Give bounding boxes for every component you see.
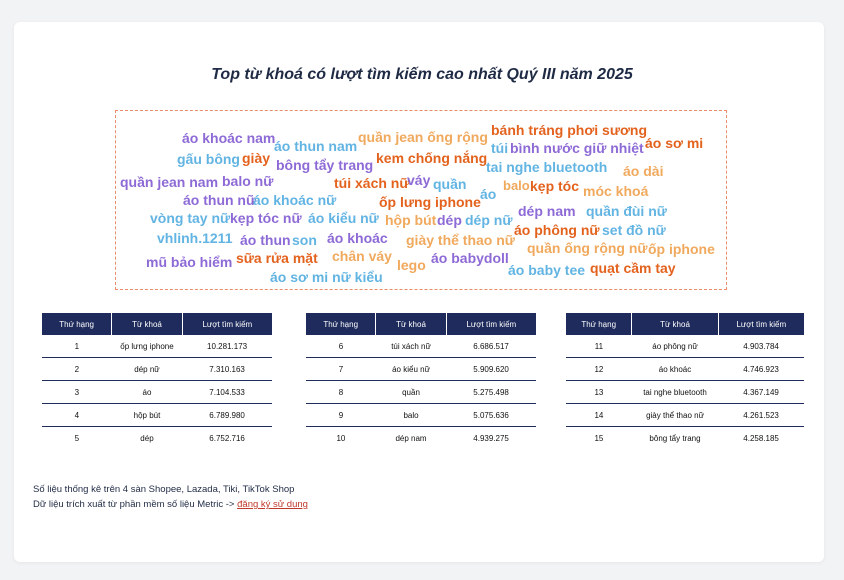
- table-row: [42, 381, 272, 404]
- register-link[interactable]: đăng ký sử dụng: [237, 499, 308, 510]
- rank-cell: 10: [336, 433, 346, 443]
- search-count-cell: 4.261.523: [718, 404, 804, 427]
- keyword-cell: áo phông nữ: [632, 335, 718, 358]
- rank-cell: 4: [42, 404, 112, 427]
- cloud-word: son: [292, 232, 317, 248]
- keyword-cell: quần: [376, 381, 446, 404]
- keyword-cell: ốp lưng iphone: [112, 335, 182, 358]
- cloud-word: váy: [407, 172, 431, 188]
- metric-note-text: Dữ liệu trích xuất từ phần mềm số liệu Metric ->: [33, 499, 235, 510]
- table-row: [306, 404, 536, 427]
- rank-cell: 13: [566, 381, 632, 404]
- cloud-word: quần jean ống rộng: [358, 129, 488, 145]
- rank-cell: 8: [306, 381, 376, 404]
- column-header: Lượt tìm kiếm: [182, 313, 272, 335]
- keyword-cell: balo: [376, 404, 446, 427]
- cloud-word: lego: [397, 257, 426, 273]
- keyword-cell: áo: [112, 381, 182, 404]
- keyword-cell: hộp bút: [112, 404, 182, 427]
- table-row: [566, 427, 804, 450]
- cloud-word: áo thun nam: [274, 138, 358, 154]
- cloud-word: tai nghe bluetooth: [486, 159, 608, 175]
- search-count-cell: 5.275.498: [446, 381, 536, 404]
- cloud-word: giày thể thao nữ: [406, 232, 515, 248]
- cloud-word: áo khoác nam: [182, 130, 276, 146]
- table-row: [306, 358, 536, 381]
- cloud-word: hộp bút: [385, 212, 437, 228]
- cloud-word: dép nữ: [465, 212, 513, 228]
- cloud-word: túi xách nữ: [334, 175, 410, 191]
- table-header-row: [566, 313, 804, 335]
- rank-cell: 11: [566, 335, 632, 358]
- keyword-cell: dép nữ: [112, 358, 182, 381]
- cloud-word: balo: [503, 178, 530, 193]
- search-count-cell: 5.075.636: [446, 404, 536, 427]
- table-row: [42, 335, 272, 358]
- cloud-word: áo khoác nữ: [253, 192, 337, 208]
- content-card: [14, 22, 824, 562]
- cloud-word: bình nước giữ nhiệt: [510, 140, 644, 156]
- table-row: [306, 427, 536, 450]
- cloud-word: quần jean nam: [120, 174, 219, 190]
- cloud-word: kẹp tóc nữ: [230, 210, 302, 226]
- keyword-cell: áo khoác: [632, 358, 718, 381]
- cloud-word: áo dài: [623, 163, 664, 179]
- search-count-cell: 5.909.620: [446, 358, 536, 381]
- cloud-word: vhlinh.1211: [157, 230, 233, 246]
- cloud-word: giày: [242, 150, 271, 166]
- cloud-word: áo sơ mi nữ kiểu: [270, 269, 383, 285]
- search-count-cell: 7.104.533: [182, 381, 272, 404]
- search-count-cell: 7.310.163: [182, 358, 272, 381]
- keyword-cell: tai nghe bluetooth: [632, 381, 718, 404]
- rank-cell: 1: [42, 335, 112, 358]
- metric-note: [33, 497, 308, 512]
- cloud-word: chân váy: [332, 248, 392, 264]
- column-header: Thứ hạng: [566, 313, 632, 335]
- table-row: [566, 335, 804, 358]
- rank-cell: 9: [306, 404, 376, 427]
- keyword-cell: bông tẩy trang: [649, 433, 701, 443]
- cloud-word: kẹp tóc: [530, 178, 580, 194]
- ranking-table-3: [566, 313, 804, 449]
- cloud-word: quần: [433, 176, 467, 192]
- keyword-cell: dép: [140, 433, 154, 443]
- column-header: Thứ hạng: [42, 313, 112, 335]
- cloud-word: bánh tráng phơi sương: [491, 122, 648, 138]
- column-header: Từ khoá: [112, 313, 182, 335]
- table-header-row: [306, 313, 536, 335]
- cloud-word: kem chống nắng: [376, 150, 488, 166]
- search-count-cell: 4.258.185: [743, 433, 779, 443]
- cloud-word: áo khoác: [327, 230, 388, 246]
- column-header: Từ khoá: [632, 313, 718, 335]
- footnotes: [33, 482, 308, 512]
- cloud-word: gấu bông: [177, 151, 240, 167]
- keyword-word-cloud: [115, 110, 727, 290]
- rank-cell: 5: [74, 433, 80, 443]
- keyword-cell: giày thể thao nữ: [632, 404, 718, 427]
- search-count-cell: 4.746.923: [718, 358, 804, 381]
- cloud-word: áo: [480, 186, 497, 202]
- table-row: [566, 358, 804, 381]
- column-header: Lượt tìm kiếm: [718, 313, 804, 335]
- cloud-word: áo babydoll: [431, 250, 509, 266]
- cloud-word: áo phông nữ: [514, 222, 600, 238]
- ranking-table-2: [306, 313, 536, 449]
- cloud-word: áo sơ mi: [645, 135, 704, 151]
- column-header: Từ khoá: [376, 313, 446, 335]
- cloud-word: móc khoá: [583, 183, 649, 199]
- table-row: [42, 358, 272, 381]
- source-note: Số liệu thống kê trên 4 sàn Shopee, Lazada, Tiki, TikTok Shop: [33, 484, 295, 495]
- search-count-cell: 6.686.517: [446, 335, 536, 358]
- table-row: [306, 335, 536, 358]
- rank-cell: 3: [42, 381, 112, 404]
- table-header-row: [42, 313, 272, 335]
- search-count-cell: 6.789.980: [182, 404, 272, 427]
- cloud-word: bông tẩy trang: [276, 157, 374, 173]
- rank-cell: 14: [566, 404, 632, 427]
- cloud-word: set đồ nữ: [602, 222, 666, 238]
- table-row: [306, 381, 536, 404]
- table-row: [566, 404, 804, 427]
- search-count-cell: 10.281.173: [182, 335, 272, 358]
- ranking-table-1: [42, 313, 272, 449]
- cloud-word: quạt cầm tay: [590, 260, 676, 276]
- column-header: Thứ hạng: [306, 313, 376, 335]
- search-count-cell: 4.367.149: [718, 381, 804, 404]
- cloud-word: dép nam: [518, 203, 576, 219]
- column-header: Lượt tìm kiếm: [446, 313, 536, 335]
- cloud-word: áo kiểu nữ: [308, 210, 379, 226]
- keyword-cell: áo kiểu nữ: [376, 358, 446, 381]
- keyword-cell: túi xách nữ: [376, 335, 446, 358]
- keyword-cell: dép nam: [395, 433, 427, 443]
- rank-cell: 15: [594, 433, 604, 443]
- cloud-word: áo thun nữ: [183, 192, 257, 208]
- page-title: Top từ khoá có lượt tìm kiếm cao nhất Quý III năm 2025: [211, 66, 633, 83]
- rank-cell: 12: [566, 358, 632, 381]
- table-row: [42, 427, 272, 450]
- cloud-word: ốp lưng iphone: [379, 194, 481, 210]
- cloud-word: quần ống rộng nữ: [527, 240, 648, 256]
- rank-cell: 6: [306, 335, 376, 358]
- search-count-cell: 4.939.275: [473, 433, 509, 443]
- search-count-cell: 4.903.784: [718, 335, 804, 358]
- cloud-word: áo baby tee: [508, 262, 586, 278]
- cloud-word: sữa rửa mặt: [236, 250, 318, 266]
- cloud-word: vòng tay nữ: [150, 210, 231, 226]
- cloud-word: dép: [437, 212, 462, 228]
- table-row: [42, 404, 272, 427]
- cloud-word: ốp iphone: [648, 241, 715, 257]
- cloud-word: balo nữ: [222, 173, 274, 189]
- cloud-word: quần đùi nữ: [586, 203, 667, 219]
- table-row: [566, 381, 804, 404]
- cloud-word: túi: [491, 140, 509, 156]
- cloud-word: mũ bảo hiểm: [146, 254, 233, 270]
- rank-cell: 7: [306, 358, 376, 381]
- rank-cell: 2: [42, 358, 112, 381]
- cloud-word: áo thun: [240, 232, 291, 248]
- search-count-cell: 6.752.716: [209, 433, 245, 443]
